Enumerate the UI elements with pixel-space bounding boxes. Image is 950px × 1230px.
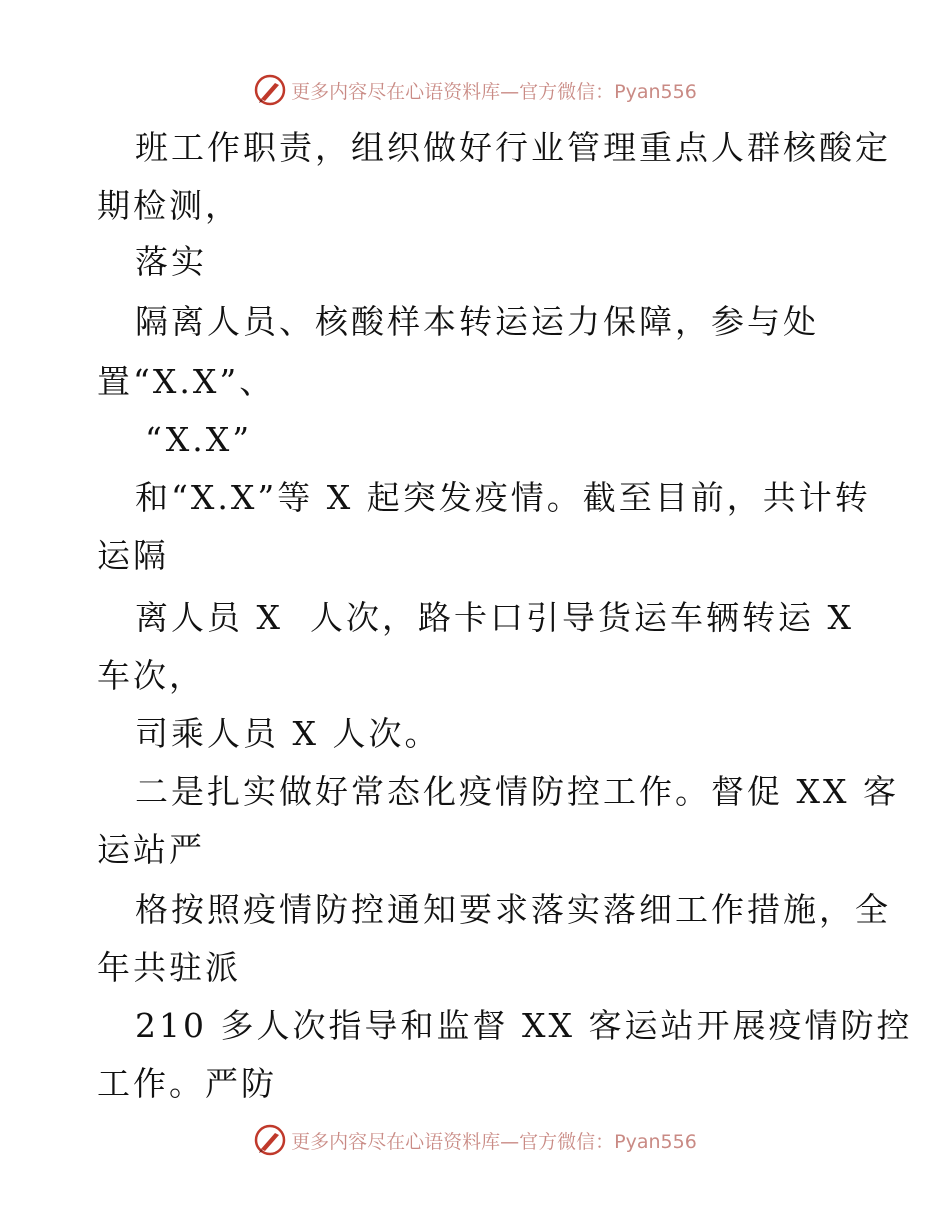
text-line: 隔离人员、核酸样本转运运力保障，参与处 — [135, 302, 819, 341]
text-line: 运站严 — [97, 830, 205, 869]
text-line: 工作。严防 — [97, 1064, 277, 1103]
text-line: 车次， — [97, 656, 205, 695]
text-line: 班工作职责，组织做好行业管理重点人群核酸定 — [135, 128, 891, 167]
text-line: 二是扎实做好常态化疫情防控工作。督促 XX 客 — [135, 772, 899, 811]
text-line: 离人员 X 人次，路卡口引导货运车辆转运 X — [135, 598, 854, 637]
text-line: 210 多人次指导和监督 XX 客运站开展疫情防控 — [135, 1006, 913, 1045]
text-line: 期检测， — [97, 186, 241, 225]
header-watermark — [0, 70, 950, 110]
footer-watermark — [0, 1120, 950, 1160]
text-line: 年共驻派 — [97, 948, 241, 987]
pen-logo-icon — [253, 1123, 287, 1157]
text-line: 运隔 — [97, 536, 169, 575]
text-line: 格按照疫情防控通知要求落实落细工作措施，全 — [135, 890, 891, 929]
text-line: “X.X” — [145, 420, 253, 459]
text-line: 和“X.X”等 X 起突发疫情。截至目前，共计转 — [135, 478, 871, 517]
text-line: 司乘人员 X 人次。 — [135, 714, 441, 753]
watermark-text: 更多内容尽在心语资料库—官方微信：Pyan556 — [291, 80, 697, 103]
text-line: 置“X.X”、 — [97, 362, 276, 401]
pen-logo-icon — [253, 73, 287, 107]
watermark-text: 更多内容尽在心语资料库—官方微信：Pyan556 — [291, 1130, 697, 1153]
text-line: 落实 — [135, 242, 207, 281]
